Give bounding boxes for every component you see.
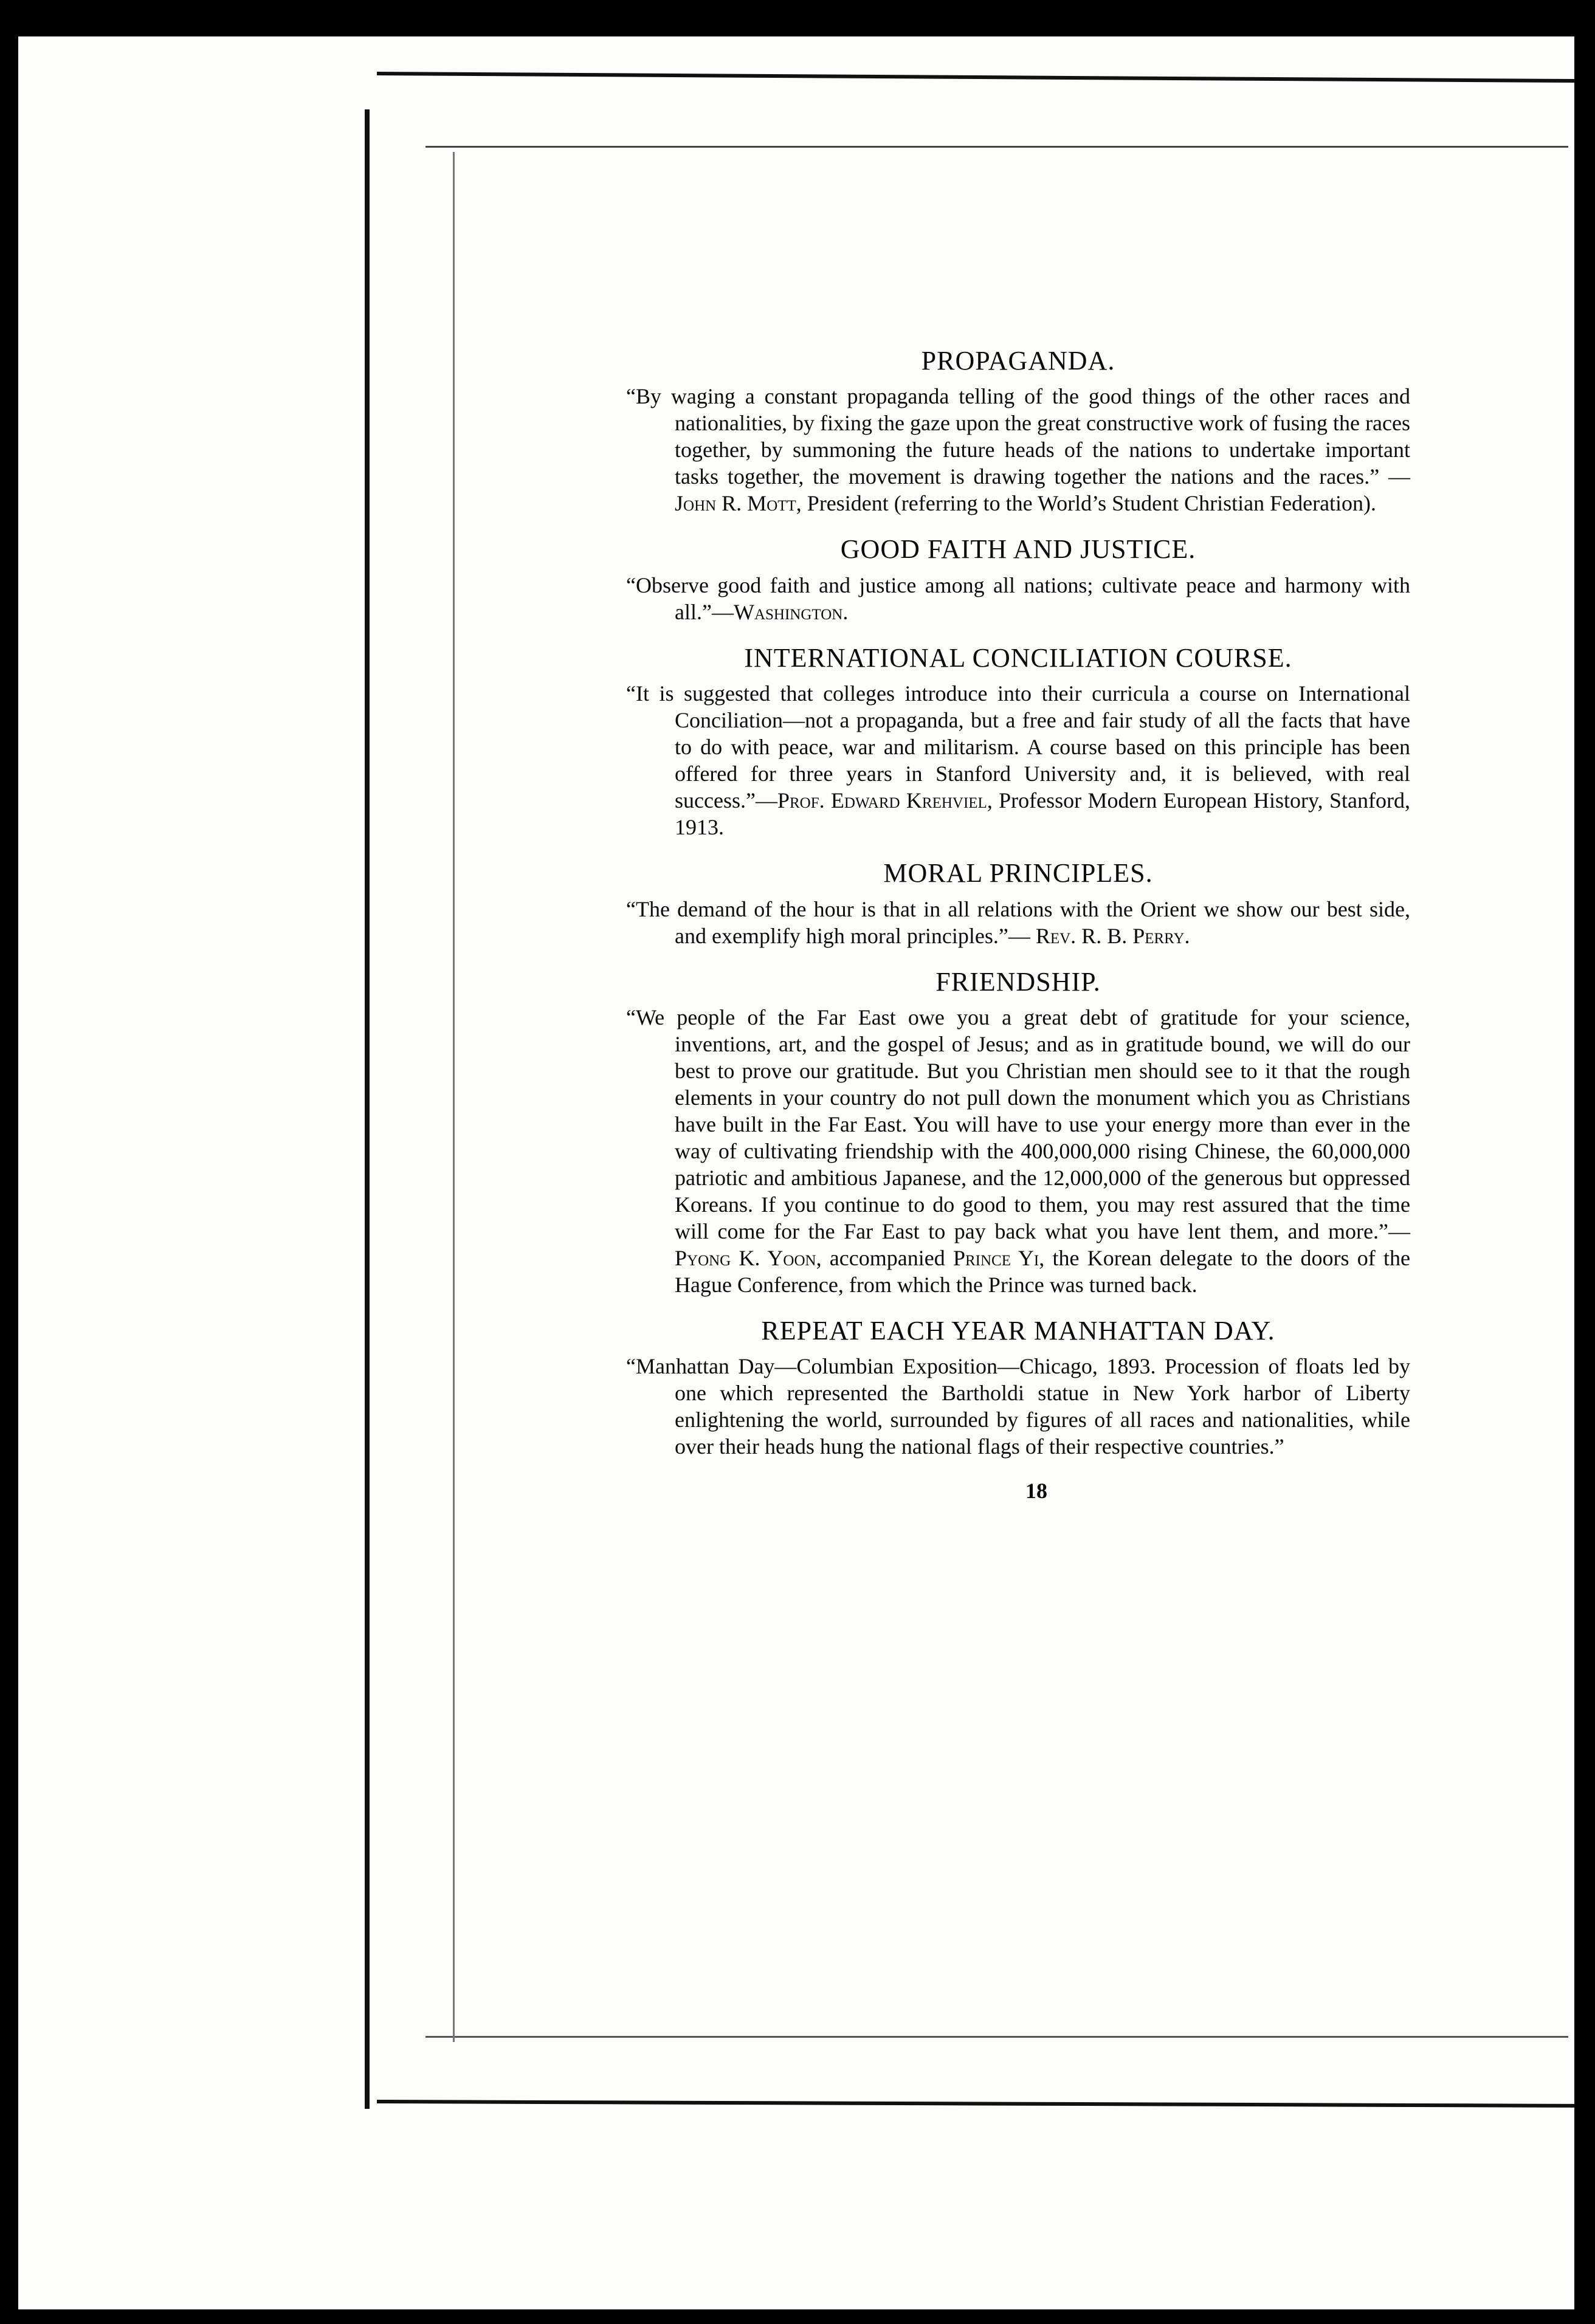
quote-suffix: .: [842, 599, 849, 624]
quote-text: “We people of the Far East owe you a great debt of gratitude for your science, inventions, art, and the gospel of Jesus; and as in gratitude bound, we will do our best to prove our gratitude. But you Christian men should see to it that the rough elements in your country do not pull down the monument which you as Christians have built in the Far East. You will have to use your energy more than ever in the way of cultivating friendship with the 400,000,000 rising Chinese, the 60,000,000 patriotic and ambitious Japanese, and the 12,000,000 of the generous but oppressed Koreans. If you continue to do good to them, you may rest assured that the time will come for the Far East to pay back what you have lent them, and more.”—: [626, 1005, 1410, 1243]
page-number: 18: [1025, 1479, 1047, 1504]
section-quote: [626, 572, 1410, 625]
section-title: MORAL PRINCIPLES.: [883, 858, 1153, 889]
section-title: REPEAT EACH YEAR MANHATTAN DAY.: [761, 1315, 1275, 1346]
section-quote: [626, 896, 1410, 949]
section-quote: [626, 1004, 1410, 1298]
quote-attribution: Pyong K. Yoon: [675, 1245, 816, 1270]
quote-suffix: , President (referring to the World’s Student Christian Federation).: [796, 491, 1377, 516]
quote-suffix: , accompanied: [816, 1245, 953, 1270]
section-quote: [626, 1353, 1410, 1460]
section-title: PROPAGANDA.: [921, 346, 1115, 376]
bottom-dashed-line: [425, 2036, 1568, 2038]
section-friendship: [626, 968, 1410, 1298]
section-conciliation-course: [626, 644, 1410, 841]
section-title: GOOD FAITH AND JUSTICE.: [840, 534, 1196, 565]
quote-attribution: John R. Mott: [675, 491, 796, 516]
quote-text: “Manhattan Day—Columbian Exposition—Chicago, 1893. Procession of floats led by one which represented the Bartholdi statue in New York harbor of Liberty enlightening the world, surrounded by figures of all races and nationalities, while over their heads hung the national flags of their respective countries.”: [626, 1354, 1410, 1459]
section-moral-principles: [626, 859, 1410, 949]
quote-text: “The demand of the hour is that in all relations with the Orient we show our best side, and exemplify high moral principles.”—: [626, 896, 1410, 948]
section-title: INTERNATIONAL CONCILIATION COURSE.: [744, 642, 1292, 673]
section-manhattan-day: [626, 1316, 1410, 1460]
left-border-line: [365, 109, 370, 2109]
right-dark-edge: [1574, 36, 1595, 2309]
quote-suffix: , Professor Modern European History, Stanford, 1913.: [675, 788, 1410, 840]
quote-attribution: Prof. Edward Krehviel: [777, 788, 987, 813]
quote-suffix: .: [1184, 923, 1190, 948]
quote-text: “It is suggested that colleges introduce into their curricula a course on International Conciliation—not a propaganda, but a free and fair study of all the facts that have to do with peace, war and militarism. A course based on this principle has been offered for three years in Stanford University and, it is believed, with real success.”—: [626, 681, 1410, 813]
quote-attribution: Washington: [733, 599, 843, 624]
top-dashed-line: [425, 146, 1568, 148]
section-quote: [626, 383, 1410, 517]
quote-attribution: Rev. R. B. Perry: [1035, 923, 1185, 948]
quote-suffix-2: , the Korean delegate to the doors of the Hague Conference, from which the Prince was turned back.: [675, 1245, 1411, 1297]
section-title: FRIENDSHIP.: [935, 966, 1101, 997]
section-good-faith: [626, 535, 1410, 625]
section-quote: [626, 680, 1410, 841]
left-inner-line: [453, 152, 455, 2042]
quote-attribution-2: Prince Yi: [953, 1245, 1039, 1270]
quote-text: “By waging a constant propaganda telling of the good things of the other races and nationalities, by fixing the gaze upon the great constructive work of fusing the races together, by summoning the future heads of the nations to undertake important tasks together, the movement is drawing together the nations and the races.” —: [626, 384, 1410, 489]
section-propaganda: [626, 346, 1410, 517]
page-content: [626, 346, 1410, 1504]
quote-text: “Observe good faith and justice among all nations; cultivate peace and harmony with all.”—: [626, 572, 1410, 624]
